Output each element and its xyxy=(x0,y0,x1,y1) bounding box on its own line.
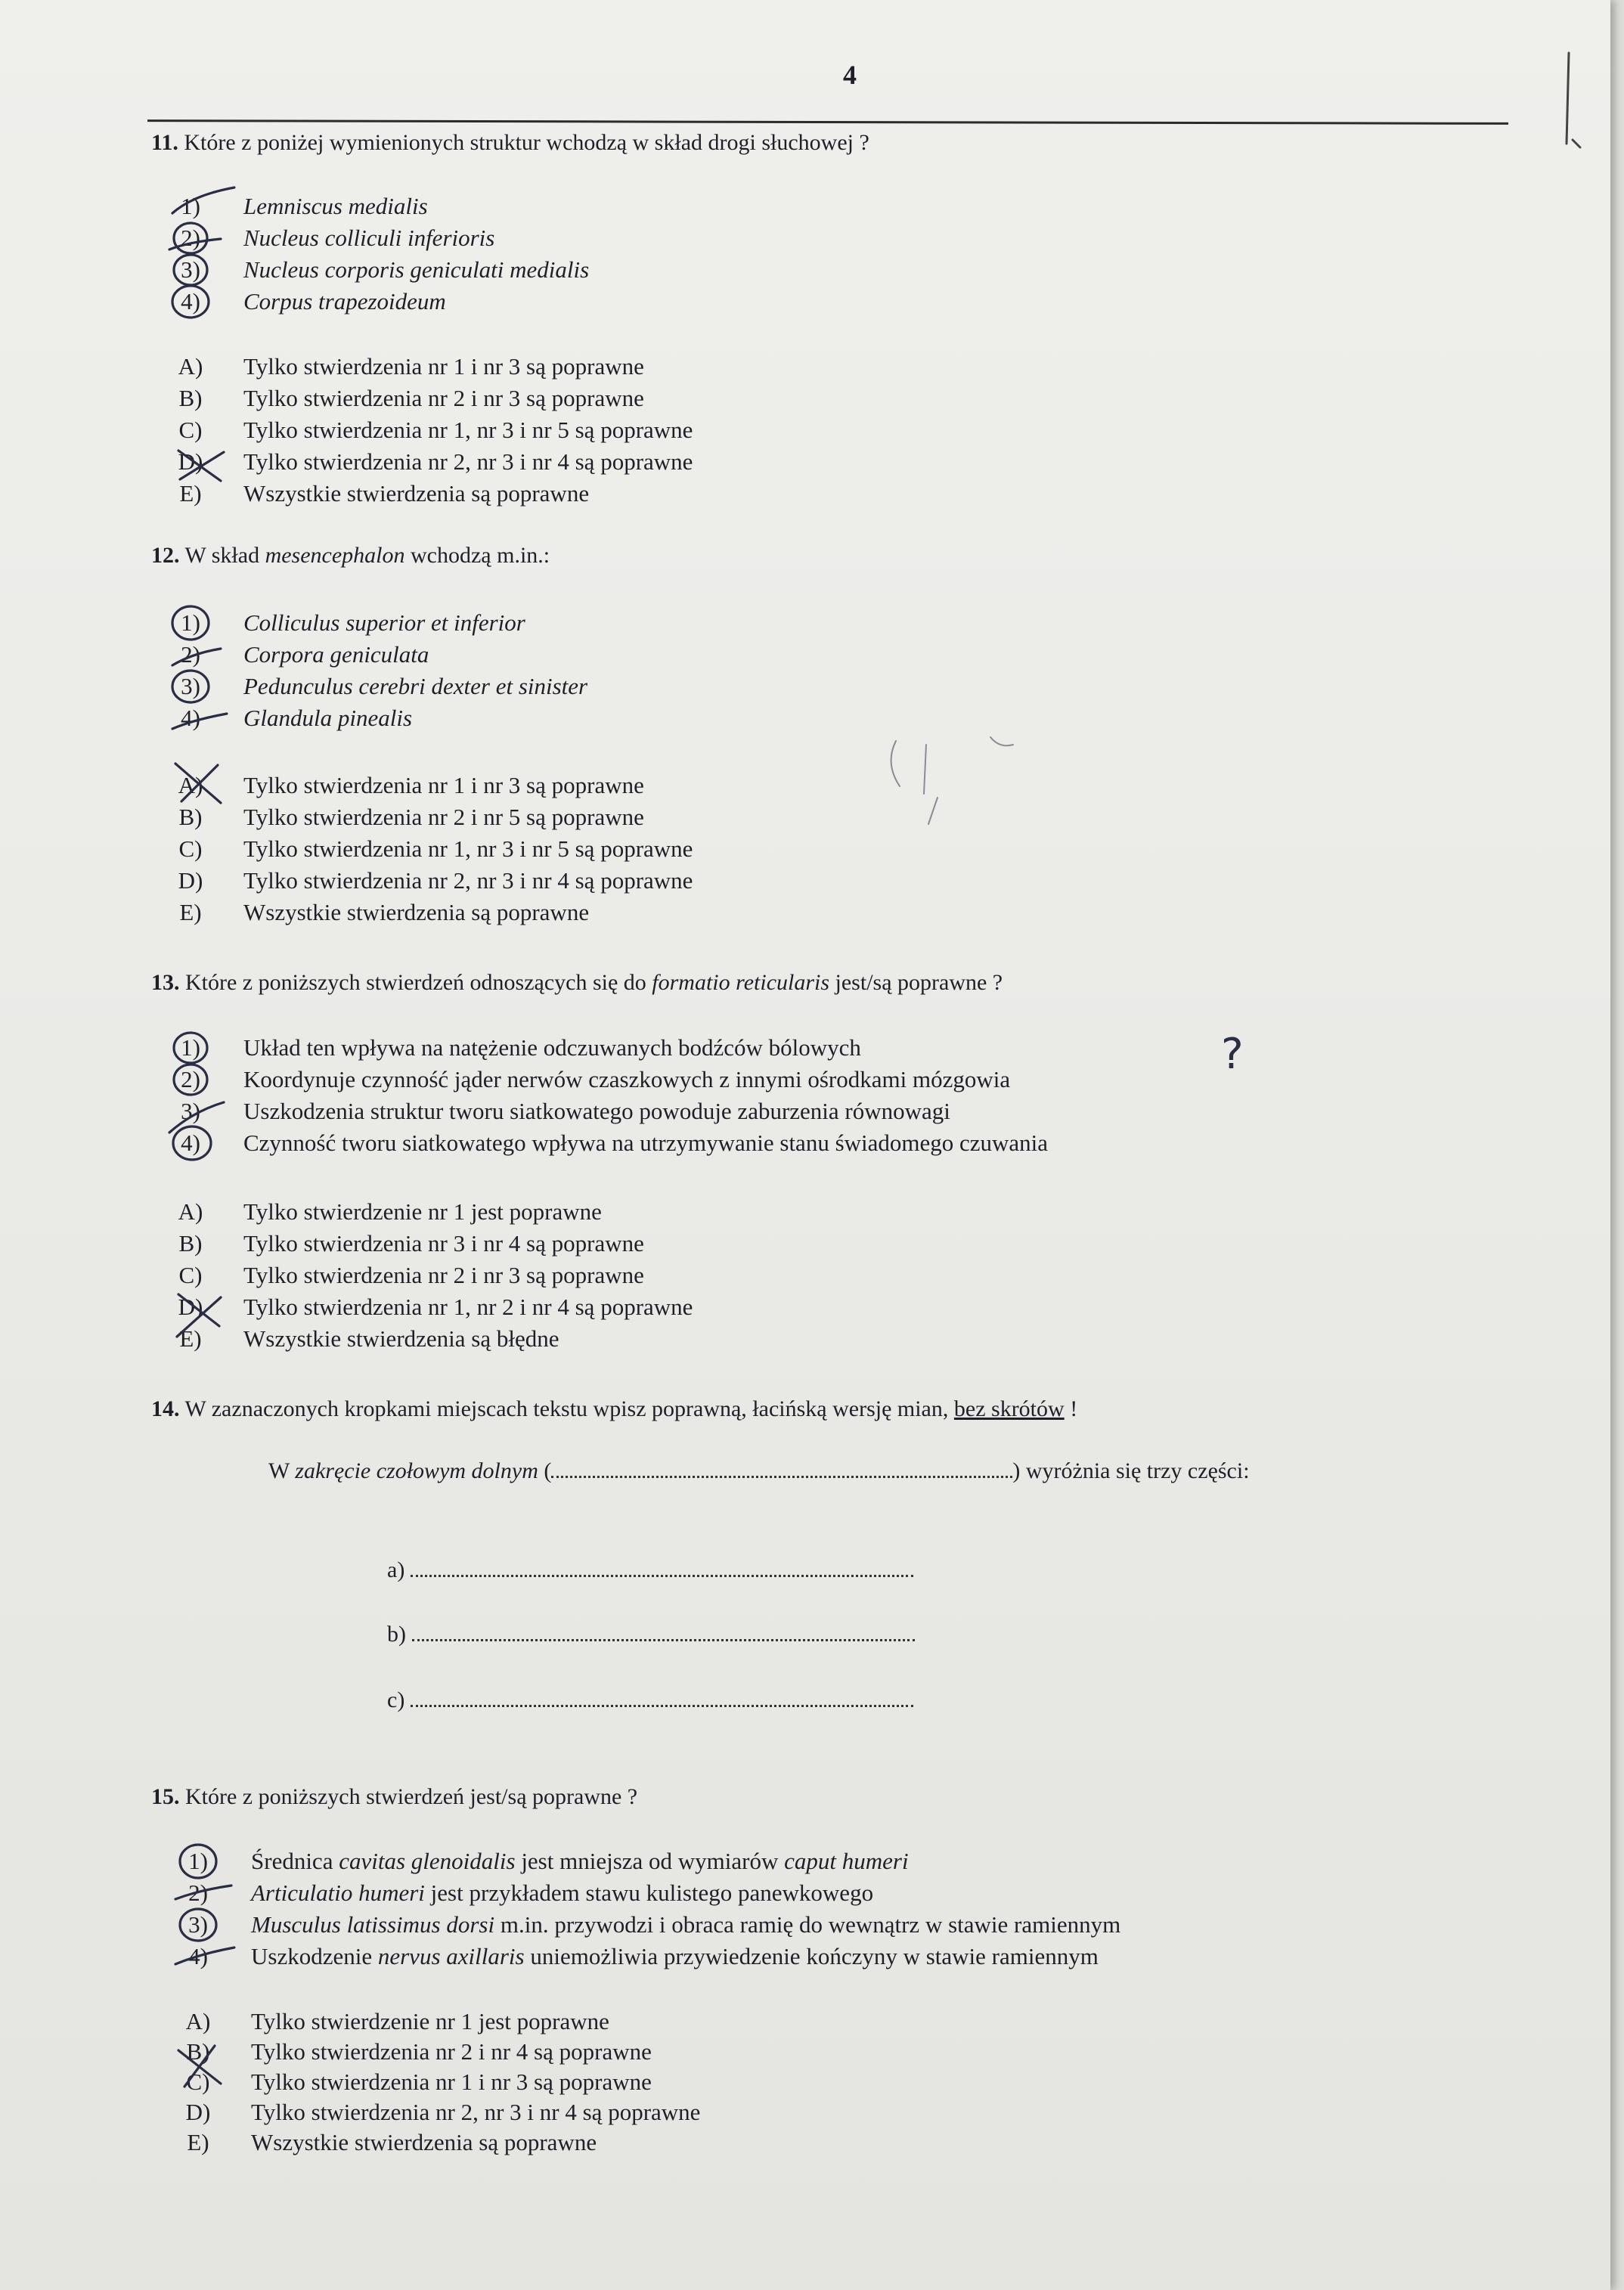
question-number: 13. xyxy=(151,970,180,995)
pencil-doodle-mark xyxy=(990,737,1013,745)
question-text: Które z poniżej wymienionych struktur wchodzą w skład drogi słuchowej ? xyxy=(184,130,869,155)
blank-field-a[interactable] xyxy=(411,1558,913,1577)
pencil-doodle-mark xyxy=(891,741,938,824)
blank-c: c) xyxy=(387,1687,913,1713)
header-rule xyxy=(147,119,1508,125)
blank-a: a) xyxy=(387,1557,913,1583)
blank-field-b[interactable] xyxy=(412,1622,915,1641)
margin-question-mark: ? xyxy=(1221,1030,1244,1079)
question-15: 15. Które z poniższych stwierdzeń jest/są poprawne ? xyxy=(151,1784,638,1809)
question-number: 14. xyxy=(151,1396,180,1421)
edge-mark xyxy=(1567,53,1580,147)
question-13: 13. Które z poniższych stwierdzeń odnoszących się do formatio reticularis jest/są poprawne ? xyxy=(151,970,1003,995)
fill-in-sentence: W zakręcie czołowym dolnym ( ) wyróżnia się trzy części: xyxy=(268,1458,1250,1483)
exam-page: 4 11. Które z poniżej wymienionych struktur wchodzą w skład drogi słuchowej ? 1) Lemniscus medialis 2) Nucleus colliculi inferioris 3) Nucleus corporis geniculati medialis 4) Corpus trapezoideum A) Tylko stwierdzenia nr 1 i nr 3 są poprawne B) Tylko stwierdzenia nr 2 i nr 3 są poprawne C) Tylko stwierdzenia nr 1, nr 3 i nr 5 są poprawne D) Tylko stwierdzenia nr 2, nr 3 i nr 4 są poprawne E) Wszystkie stwierdzenia są poprawne 12. W skład mesencephalon wchodzą m.in.: 1) Colliculus superior et inferior 2) Corpora geniculata 3) Pedunculus cerebri dexter et sinister 4) Glandula pinealis A) Tylko stwierdzenia nr 1 i nr 3 są poprawne B) Tylko stwierdzenia nr 2 i nr 5 są poprawne C) Tylko stwierdzenia nr 1, nr 3 i nr 5 są poprawne D) Tylko stwierdzenia nr 2, nr 3 i nr 4 są poprawne E) Wszystkie stwierdzenia są poprawne 13. Które z poniższych stwierdzeń odnoszących się do formatio reticularis jest/są poprawne ? 1) Układ ten wpływa na natężenie odczuwanych bodźców bólowych 2) Koordynuje czynność jąder nerwów czaszkowych z innymi ośrodkami mózgowia 3) Uszkodzenia struktur tworu siatkowatego powoduje zaburzenia równowagi 4) Czynność tworu siatkowatego wpływa na utrzymywanie stanu świadomego czuwania ? A) Tylko stwierdzenie nr 1 jest poprawne B) Tylko stwierdzenia nr 3 i nr 4 są poprawne C) Tylko stwierdzenia nr 2 i nr 3 są poprawne D) Tylko stwierdzenia nr 1, nr 2 i nr 4 są poprawne E) Wszystkie stwierdzenia są błędne 14. W zaznaczonych kropkami miejscach tekstu wpisz poprawną, łacińską wersję mian, bez skrótów ! W zakręcie czołowym dolnym ( ) wyróżnia się trzy części: a) b) c) 15. Które z poniższych stwierdzeń jest/są poprawne ? 1) Średnica cavitas glenoidalis jest mniejsza od wymiarów caput humeri 2) Articulatio humeri jest przykładem stawu kulistego panewkowego 3) Musculus latissimus dorsi m.in. przywodzi i obraca ramię do wewnątrz w stawie ramiennym 4) Uszkodzenie nervus axillaris uniemożliwia przywiedzenie kończyny w stawie ramiennym A) Tylko stwierdzenie nr 1 jest poprawne B) Tylko stwierdzenia nr 2 i nr 4 są poprawne C) Tylko stwierdzenia nr 1 i nr 3 są poprawne D) Tylko stwierdzenia nr 2, nr 3 i nr 4 są poprawne E) Wszystkie stwierdzenia są poprawne xyxy=(0,0,1610,2290)
blank-field-main[interactable] xyxy=(551,1459,1012,1478)
question-14: 14. W zaznaczonych kropkami miejscach tekstu wpisz poprawną, łacińską wersję mian, bez skrótów ! xyxy=(151,1396,1078,1421)
question-11 xyxy=(151,130,869,156)
blank-b: b) xyxy=(387,1622,915,1647)
blank-field-c[interactable] xyxy=(411,1688,913,1707)
question-number: 15. xyxy=(151,1784,180,1809)
question-number: 11. xyxy=(151,130,178,155)
question-12: 12. W skład mesencephalon wchodzą m.in.: xyxy=(151,543,550,568)
page-number: 4 xyxy=(843,60,857,90)
question-number: 12. xyxy=(151,543,180,568)
